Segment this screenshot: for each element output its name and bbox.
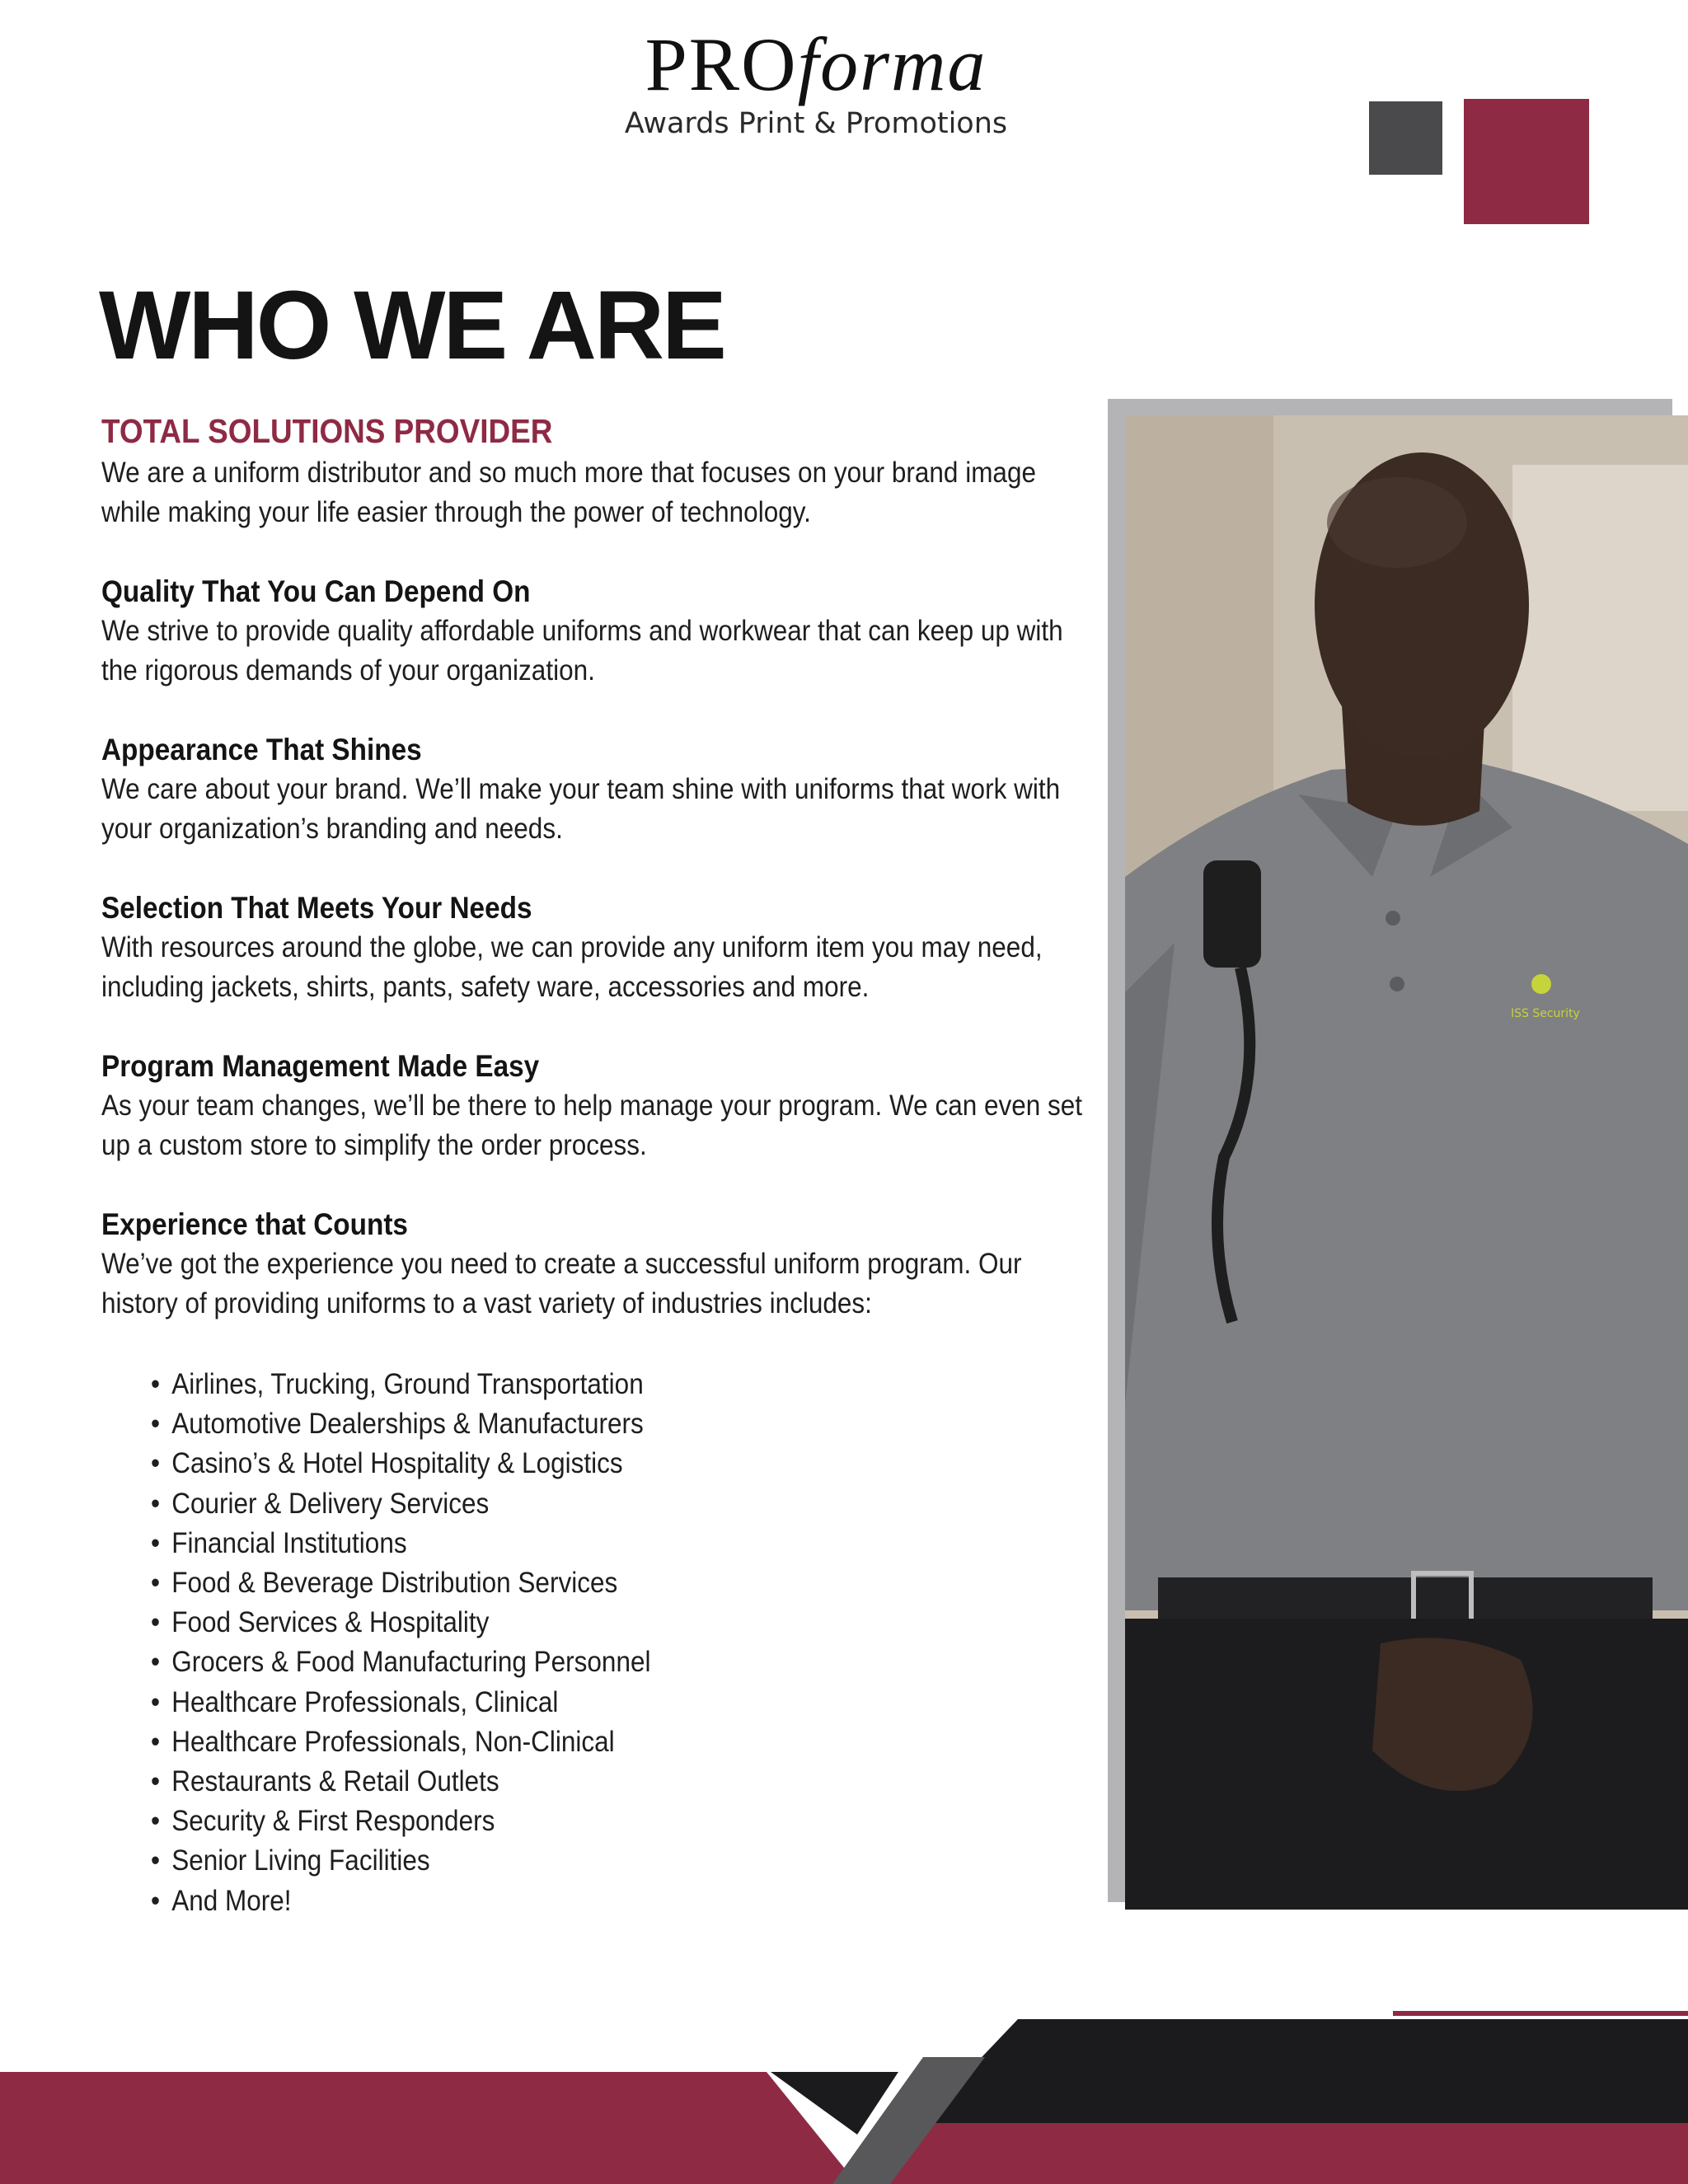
list-item-text: Airlines, Trucking, Ground Transportation — [171, 1368, 644, 1400]
bullet-icon: • — [151, 1685, 161, 1718]
logo-forma: forma — [797, 22, 987, 106]
list-item — [151, 1524, 996, 1563]
security-guard-photo — [1125, 415, 1688, 1910]
decor-square-red — [1464, 99, 1589, 224]
bullet-icon: • — [151, 1567, 161, 1600]
bullet-icon: • — [151, 1884, 161, 1917]
footer-red-band-right — [849, 2123, 1688, 2184]
section-title: Selection That Meets Your Needs — [101, 891, 532, 925]
list-item — [151, 1722, 996, 1762]
section-text: We’ve got the experience you need to create a successful uniform program. Our history of providing uniforms to a vast variety of industries includes: — [101, 1248, 1022, 1319]
section-title: Experience that Counts — [101, 1207, 408, 1241]
logo-pro: PRO — [645, 22, 798, 106]
bullet-icon: • — [151, 1606, 161, 1639]
list-item-text: Healthcare Professionals, Clinical — [171, 1685, 559, 1718]
list-item-text: Financial Institutions — [171, 1526, 407, 1559]
bullet-icon: • — [151, 1725, 161, 1758]
industries-list — [151, 1365, 996, 1921]
list-item-text: Senior Living Facilities — [171, 1844, 430, 1877]
list-item — [151, 1603, 996, 1643]
section-text: We strive to provide quality affordable uniforms and workwear that can keep up with the rigorous demands of your organization. — [101, 615, 1063, 687]
list-item-text: Security & First Responders — [171, 1805, 495, 1838]
head-highlight — [1327, 477, 1467, 568]
list-item-text: Automotive Dealerships & Manufacturers — [171, 1408, 644, 1441]
section-title: Quality That You Can Depend On — [101, 574, 531, 608]
proforma-logo — [511, 22, 1121, 142]
list-item — [151, 1404, 996, 1444]
section-quality — [101, 572, 1090, 691]
shirt-logo-text: ISS Security — [1511, 1007, 1580, 1020]
list-item-text: Courier & Delivery Services — [171, 1487, 490, 1520]
guard-illustration — [1125, 415, 1688, 1910]
shirt-button — [1386, 911, 1400, 926]
section-text: With resources around the globe, we can provide any uniform item you may need, including jackets, shirts, pants, safety ware, accessories and more. — [101, 931, 1043, 1003]
section-title: Appearance That Shines — [101, 733, 422, 766]
list-item — [151, 1841, 996, 1881]
section-text: As your team changes, we’ll be there to help manage your program. We can even set up a custom store to simplify the order process. — [101, 1090, 1083, 1161]
bullet-icon: • — [151, 1805, 161, 1838]
list-item — [151, 1365, 996, 1404]
footer-dark-band — [919, 2019, 1688, 2123]
bullet-icon: • — [151, 1408, 161, 1441]
list-item-text: Food Services & Hospitality — [171, 1606, 490, 1639]
bullet-icon: • — [151, 1447, 161, 1480]
section-experience — [101, 1205, 1090, 1324]
section-text: We care about your brand. We’ll make your team shine with uniforms that work with your organization’s branding and needs. — [101, 773, 1061, 845]
footer-band — [0, 2019, 1688, 2184]
bullet-icon: • — [151, 1844, 161, 1877]
content-column — [101, 409, 1090, 1921]
decor-square-gray — [1369, 101, 1442, 175]
list-item — [151, 1643, 996, 1682]
list-item — [151, 1563, 996, 1603]
list-item-text: Restaurants & Retail Outlets — [171, 1765, 499, 1798]
bullet-icon: • — [151, 1368, 161, 1400]
footer-accent-line — [1393, 2011, 1688, 2016]
logo-wordmark — [511, 22, 1121, 106]
shirt-logo-icon — [1531, 974, 1551, 994]
intro-text: We are a uniform distributor and so much more that focuses on your brand image while making your life easier through the power of technology. — [101, 457, 1036, 528]
hands — [1372, 1638, 1533, 1791]
intro-heading: TOTAL SOLUTIONS PROVIDER — [101, 412, 553, 450]
section-program-management — [101, 1047, 1090, 1165]
section-appearance — [101, 730, 1090, 849]
list-item-text: Food & Beverage Distribution Services — [171, 1567, 618, 1600]
list-item — [151, 1484, 996, 1524]
bullet-icon: • — [151, 1765, 161, 1798]
list-item — [151, 1683, 996, 1722]
list-item-text: Healthcare Professionals, Non-Clinical — [171, 1725, 615, 1758]
radio-mic-icon — [1203, 860, 1261, 968]
page-title: WHO WE ARE — [99, 271, 724, 380]
bullet-icon: • — [151, 1487, 161, 1520]
shirt-button — [1390, 977, 1404, 991]
list-item — [151, 1762, 996, 1802]
list-item-text: Casino’s & Hotel Hospitality & Logistics — [171, 1447, 623, 1480]
section-title: Program Management Made Easy — [101, 1049, 540, 1083]
bullet-icon: • — [151, 1646, 161, 1679]
footer-red-band-left — [0, 2072, 857, 2184]
section-selection — [101, 888, 1090, 1007]
list-item — [151, 1444, 996, 1483]
background-window — [1512, 465, 1688, 811]
list-item-text: And More! — [171, 1884, 292, 1917]
list-item — [151, 1802, 996, 1841]
list-item-text: Grocers & Food Manufacturing Personnel — [171, 1646, 651, 1679]
list-item — [151, 1882, 996, 1921]
bullet-icon: • — [151, 1526, 161, 1559]
logo-tagline: Awards Print & Promotions — [624, 107, 1008, 140]
